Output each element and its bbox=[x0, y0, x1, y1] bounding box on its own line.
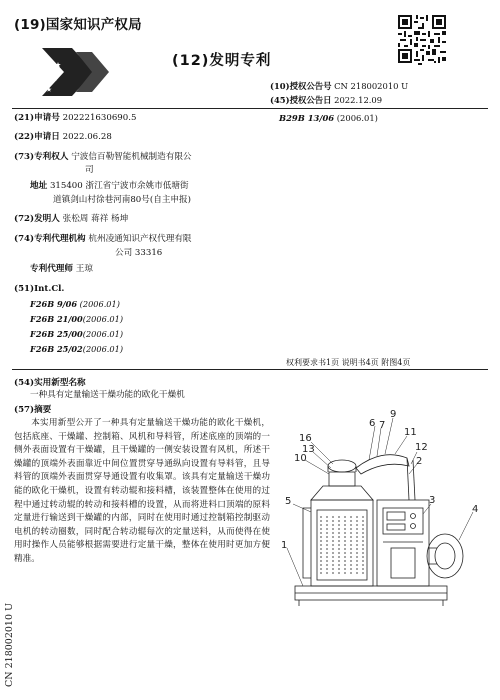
callout-label: 10 bbox=[294, 453, 307, 464]
cnipa-logo bbox=[34, 42, 120, 100]
dryer-drawing bbox=[277, 408, 492, 623]
application-date-row bbox=[14, 131, 112, 143]
office-name: (19)国家知识产权局 bbox=[14, 17, 142, 33]
patentee-row bbox=[14, 151, 192, 163]
publication-number-row bbox=[270, 80, 408, 92]
agent-name: 王琼 bbox=[75, 264, 93, 274]
document-type: (12)发明专利 bbox=[172, 53, 272, 69]
patentee-line-2: 司 bbox=[85, 165, 94, 175]
agent-row bbox=[30, 263, 93, 275]
agency-label: (74)专利代理机构 bbox=[14, 234, 86, 244]
callout-label: 2 bbox=[416, 456, 423, 467]
callout-label: 12 bbox=[415, 442, 428, 453]
callout-label: 11 bbox=[404, 427, 417, 438]
publication-date-label: (45)授权公告日 bbox=[270, 95, 332, 105]
publication-number-label: (10)授权公告号 bbox=[270, 81, 332, 91]
publication-date: 2022.12.09 bbox=[334, 95, 383, 105]
main-ipc-row bbox=[279, 113, 378, 123]
agency-row bbox=[14, 233, 192, 245]
address-line-2: 道镇剑山村徐巷河南80号(自主申报) bbox=[53, 195, 191, 205]
patentee-line-1: 宁波信百勒智能机械制造有限公 bbox=[71, 152, 192, 162]
intcl-label: (51)Int.Cl. bbox=[14, 284, 65, 294]
ipc-entry: F26B 25/00(2006.01) bbox=[30, 329, 124, 339]
qr-code bbox=[396, 13, 448, 65]
main-ipc-version: (2006.01) bbox=[336, 113, 378, 123]
abstract-label: (57)摘要 bbox=[14, 405, 52, 415]
ipc-entry: F26B 21/00(2006.01) bbox=[30, 314, 124, 324]
callout-label: 5 bbox=[285, 496, 292, 507]
publication-date-row bbox=[270, 94, 382, 106]
inventor-label: (72)发明人 bbox=[14, 214, 60, 224]
abstract-text: 本实用新型公开了一种具有定量输送干燥功能的欧化干燥机，包括底座、干燥罐、控制箱、风机和导料管，所述底座的顶端的一侧外表面设置有干燥罐，且干燥罐的一侧安装设置有风机，所述干燥罐的顶端外表面靠近中间位置贯穿导通纵向设置有导料管，且导料管的顶端外表面贯穿导通设置有收集罩。该具有定量输送干燥功能的欧化干燥机，设置有转动辊和接料槽，该装置整体在使用的过程中通过转动辊的转动和接料槽的设置，从而将进料口顶端的原料定量进行输送到干燥罐的内部，同时在使用时通过控制箱控制驱动电机的转动圈数，同时配合转动辊每次的定量送料，从而使得在使用时操作人员能够根据需要进行定量干燥，整体在使用时更加方便精准。 bbox=[14, 418, 270, 564]
application-date-label: (22)申请日 bbox=[14, 132, 60, 142]
utility-model-title-block bbox=[14, 377, 185, 401]
utility-model-title: 一种具有定量输送干燥功能的欧化干燥机 bbox=[30, 390, 185, 400]
ipc-entry: F26B 9/06 (2006.01) bbox=[30, 299, 120, 309]
abstract-divider bbox=[12, 369, 488, 370]
callout-label: 9 bbox=[390, 409, 397, 420]
callout-label: 7 bbox=[379, 420, 386, 431]
callout-label: 16 bbox=[299, 433, 312, 444]
callout-label: 6 bbox=[369, 418, 376, 429]
callout-label: 1 bbox=[281, 540, 288, 551]
svg-text:CN 218002010 U: CN 218002010 U bbox=[4, 602, 15, 687]
utility-model-title-label: (54)实用新型名称 bbox=[14, 378, 86, 388]
inventor-row bbox=[14, 213, 128, 225]
agency-line-2: 公司 33316 bbox=[115, 248, 163, 258]
address-row bbox=[30, 180, 189, 192]
application-number-row bbox=[14, 112, 136, 124]
application-number: 202221630690.5 bbox=[62, 113, 137, 123]
header-divider bbox=[12, 108, 488, 109]
main-ipc-code: B29B 13/06 bbox=[279, 113, 335, 123]
callout-label: 3 bbox=[429, 495, 436, 506]
publication-number: CN 218002010 U bbox=[334, 81, 409, 91]
inventors: 张松周 蒋祥 杨坤 bbox=[62, 214, 129, 224]
address-label: 地址 bbox=[30, 181, 48, 191]
patentee-label: (73)专利权人 bbox=[14, 152, 69, 162]
ipc-entry: F26B 25/02(2006.01) bbox=[30, 344, 124, 354]
page-count-summary: 权利要求书1页 说明书4页 附图4页 bbox=[286, 358, 411, 367]
agent-label: 专利代理师 bbox=[30, 264, 73, 274]
side-publication-code bbox=[2, 553, 16, 689]
callout-label: 13 bbox=[302, 444, 315, 455]
application-date: 2022.06.28 bbox=[62, 132, 112, 142]
application-number-label: (21)申请号 bbox=[14, 113, 60, 123]
agency-line-1: 杭州凌通知识产权代理有限 bbox=[88, 234, 192, 244]
address-line-1: 315400 浙江省宁波市余姚市低塘街 bbox=[49, 181, 189, 191]
callout-label: 4 bbox=[472, 504, 479, 515]
